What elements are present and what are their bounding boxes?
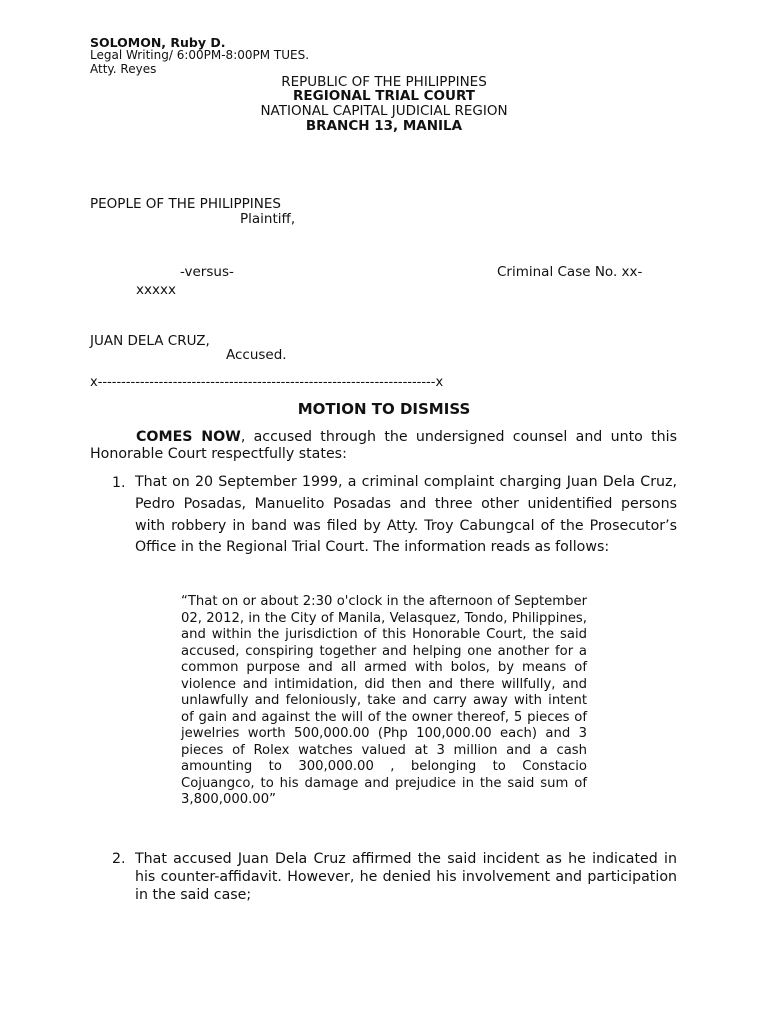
author-name: SOLOMON, Ruby D. xyxy=(90,35,226,50)
region-heading: NATIONAL CAPITAL JUDICIAL REGION xyxy=(260,103,508,119)
comes-now-lead: COMES NOW xyxy=(136,429,241,445)
instructor-name: Atty. Reyes xyxy=(90,62,157,76)
plaintiff-role: Plaintiff, xyxy=(240,211,296,227)
caption-separator: x------------------------------------------------------------------------x xyxy=(90,375,444,390)
versus-label: -versus- xyxy=(180,264,234,280)
intro-text: , accused through the undersigned counsel and unto this Honorable Court respectfully states: xyxy=(90,429,677,462)
accused-name: JUAN DELA CRUZ, xyxy=(90,333,210,349)
item-1-number: 1. xyxy=(112,475,126,491)
intro-paragraph xyxy=(90,429,677,463)
court-heading: REGIONAL TRIAL COURT xyxy=(293,88,475,104)
information-quotation: “That on or about 2:30 o'clock in the afternoon of September 02, 2012, in the City of Manila, Velasquez, Tondo, Philippines, and within the jurisdiction of this Honorable Court, the said accused, conspiring together and helping one another for a common purpose and all armed with bolos, by means of violence and intimidation, did then and there willfully, and unlawfully and feloniously, take and carry away with intent of gain and against the will of the owner thereof, 5 pieces of jewelries worth 500,000.00 (Php 100,000.00 each) and 3 pieces of Rolex watches valued at 3 million and a cash amounting to 300,000.00 , belonging to Constacio Cojuangco, to his damage and prejudice in the said sum of 3,800,000.00” xyxy=(181,594,587,807)
class-schedule: Legal Writing/ 6:00PM-8:00PM TUES. xyxy=(90,48,310,62)
item-2-number: 2. xyxy=(112,851,126,867)
plaintiff-name: PEOPLE OF THE PHILIPPINES xyxy=(90,196,281,212)
case-number-continued: xxxxx xyxy=(136,282,176,298)
motion-title: MOTION TO DISMISS xyxy=(297,400,471,418)
item-1-text: That on 20 September 1999, a criminal complaint charging Juan Dela Cruz, Pedro Posadas, Manuelito Posadas and three other unidentified persons with robbery in band was filed by Atty. Troy Cabungcal of the Prosecutor’s Office in the Regional Trial Court. The information reads as follows: xyxy=(135,474,677,556)
item-2-text: That accused Juan Dela Cruz affirmed the said incident as he indicated in his counter-affidavit. However, he denied his involvement and participation in the said case; xyxy=(135,851,677,903)
republic-heading: REPUBLIC OF THE PHILIPPINES xyxy=(281,74,487,90)
accused-role: Accused. xyxy=(226,347,287,363)
branch-heading: BRANCH 13, MANILA xyxy=(305,118,463,134)
case-number: Criminal Case No. xx- xyxy=(497,264,643,280)
